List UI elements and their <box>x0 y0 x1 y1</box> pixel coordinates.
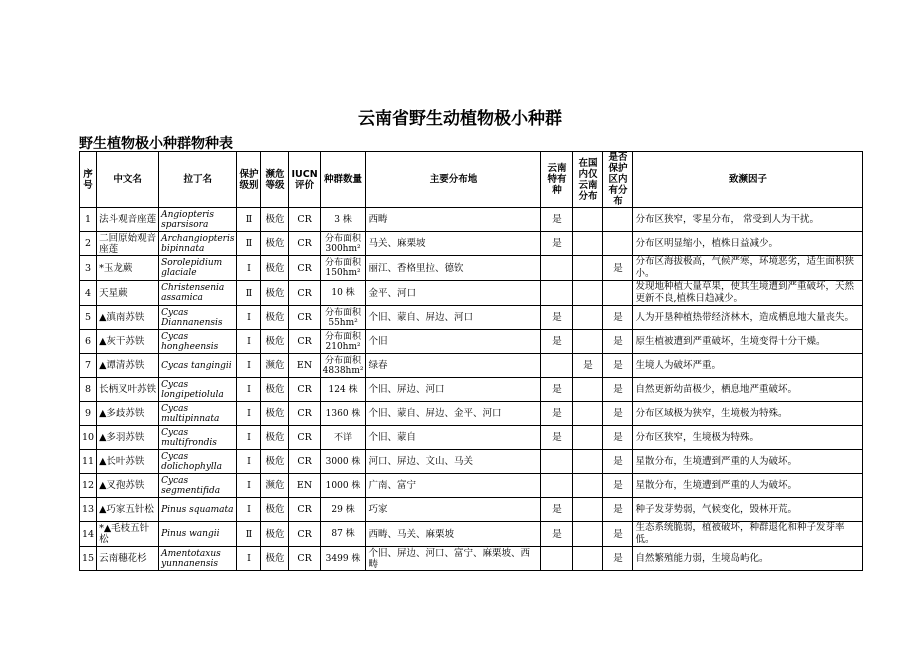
cell-no: 12 <box>80 474 97 498</box>
table-row <box>80 256 863 281</box>
cell-no: 11 <box>80 450 97 474</box>
cell-population: 分布面积 300hm² <box>320 232 366 256</box>
cell-endangered-level: 极危 <box>261 450 289 474</box>
cell-endangered-level: 极危 <box>261 547 289 571</box>
cell-reserve: 是 <box>603 402 633 426</box>
cell-distribution: 西畴 <box>366 208 541 232</box>
header-distribution: 主要分布地 <box>366 152 541 208</box>
cell-protection-level: Ⅰ <box>237 306 261 330</box>
cell-reserve: 是 <box>603 256 633 281</box>
cell-no: 14 <box>80 522 97 547</box>
cell-endangered-level: 极危 <box>261 256 289 281</box>
cell-cn-name: *玉龙蕨 <box>97 256 159 281</box>
cell-cn-name: 二回原始观音座莲 <box>97 232 159 256</box>
table-row <box>80 474 863 498</box>
cell-iucn: CR <box>289 208 320 232</box>
header-only-yunnan: 在国内仅云南分布 <box>573 152 603 208</box>
cell-protection-level: Ⅰ <box>237 474 261 498</box>
cell-cause: 生境人为破坏严重。 <box>633 354 863 378</box>
cell-cause: 分布区域极为狭窄，生境极为特殊。 <box>633 402 863 426</box>
cell-endangered-level: 极危 <box>261 426 289 450</box>
table-title: 野生植物极小种群物种表 <box>79 136 233 152</box>
cell-cn-name: 长柄叉叶苏铁 <box>97 378 159 402</box>
cell-distribution: 个旧、屏边、河口 <box>366 378 541 402</box>
cell-protection-level: Ⅰ <box>237 330 261 354</box>
cell-only-yunnan <box>573 426 603 450</box>
cell-only-yunnan <box>573 547 603 571</box>
header-endemic: 云南特有种 <box>541 152 573 208</box>
cell-reserve: 是 <box>603 354 633 378</box>
cell-protection-level: Ⅰ <box>237 547 261 571</box>
cell-latin-name: Sorolepidium glaciale <box>159 256 237 281</box>
cell-iucn: CR <box>289 547 320 571</box>
cell-protection-level: Ⅰ <box>237 426 261 450</box>
cell-endemic <box>541 547 573 571</box>
cell-distribution: 个旧、蒙自、屏边、金平、河口 <box>366 402 541 426</box>
cell-latin-name: Pinus wangii <box>159 522 237 547</box>
cell-reserve: 是 <box>603 306 633 330</box>
cell-population: 3499 株 <box>320 547 366 571</box>
cell-protection-level: Ⅱ <box>237 232 261 256</box>
cell-cause: 自然更新幼苗极少，栖息地严重破坏。 <box>633 378 863 402</box>
cell-reserve: 是 <box>603 426 633 450</box>
cell-distribution: 西畴、马关、麻栗坡 <box>366 522 541 547</box>
cell-distribution: 广南、富宁 <box>366 474 541 498</box>
cell-latin-name: Cycas multifrondis <box>159 426 237 450</box>
cell-only-yunnan <box>573 256 603 281</box>
cell-endemic: 是 <box>541 498 573 522</box>
cell-population: 分布面积 55hm² <box>320 306 366 330</box>
cell-distribution: 河口、屏边、文山、马关 <box>366 450 541 474</box>
cell-population: 1360 株 <box>320 402 366 426</box>
cell-cn-name: *▲毛枝五针松 <box>97 522 159 547</box>
cell-only-yunnan <box>573 232 603 256</box>
species-table <box>79 151 863 571</box>
header-row <box>80 152 863 208</box>
cell-distribution: 马关、麻栗坡 <box>366 232 541 256</box>
cell-no: 13 <box>80 498 97 522</box>
table-row <box>80 306 863 330</box>
cell-distribution: 个旧、屏边、河口、富宁、麻栗坡、西畴 <box>366 547 541 571</box>
cell-distribution: 绿春 <box>366 354 541 378</box>
cell-latin-name: Angiopteris sparsisora <box>159 208 237 232</box>
header-no: 序号 <box>80 152 97 208</box>
cell-population: 10 株 <box>320 281 366 306</box>
cell-latin-name: Amentotaxus yunnanensis <box>159 547 237 571</box>
cell-cn-name: ▲多歧苏铁 <box>97 402 159 426</box>
cell-endemic: 是 <box>541 232 573 256</box>
cell-endemic <box>541 354 573 378</box>
cell-endemic: 是 <box>541 378 573 402</box>
page-title: 云南省野生动植物极小种群 <box>358 109 562 129</box>
header-protection-level: 保护级别 <box>237 152 261 208</box>
cell-endangered-level: 极危 <box>261 208 289 232</box>
cell-population: 分布面积 4838hm² <box>320 354 366 378</box>
cell-endemic: 是 <box>541 306 573 330</box>
table-row <box>80 547 863 571</box>
cell-endemic <box>541 281 573 306</box>
cell-iucn: EN <box>289 354 320 378</box>
cell-reserve: 是 <box>603 378 633 402</box>
cell-only-yunnan <box>573 498 603 522</box>
header-reserve: 是否保护区内有分布 <box>603 152 633 208</box>
cell-cause: 生态系统脆弱，植被破坏，种群退化和种子发芽率低。 <box>633 522 863 547</box>
cell-population: 29 株 <box>320 498 366 522</box>
cell-protection-level: Ⅰ <box>237 354 261 378</box>
cell-iucn: CR <box>289 281 320 306</box>
cell-endemic: 是 <box>541 402 573 426</box>
cell-population: 分布面积 150hm² <box>320 256 366 281</box>
cell-only-yunnan <box>573 474 603 498</box>
header-latin-name: 拉丁名 <box>159 152 237 208</box>
cell-latin-name: Cycas longipetiolula <box>159 378 237 402</box>
cell-iucn: CR <box>289 498 320 522</box>
cell-latin-name: Cycas dolichophylla <box>159 450 237 474</box>
cell-only-yunnan <box>573 522 603 547</box>
cell-no: 1 <box>80 208 97 232</box>
cell-cause: 人为开垦种植热带经济林木，造成栖息地大量丧失。 <box>633 306 863 330</box>
cell-cn-name: ▲叉孢苏铁 <box>97 474 159 498</box>
cell-only-yunnan <box>573 281 603 306</box>
header-cn-name: 中文名 <box>97 152 159 208</box>
cell-protection-level: Ⅱ <box>237 281 261 306</box>
cell-reserve: 是 <box>603 450 633 474</box>
cell-iucn: CR <box>289 378 320 402</box>
cell-cause: 发现地种植大量草果，使其生境遭到严重破坏，天然更新不良,植株日趋减少。 <box>633 281 863 306</box>
cell-distribution: 个旧、蒙自 <box>366 426 541 450</box>
cell-iucn: CR <box>289 232 320 256</box>
cell-no: 5 <box>80 306 97 330</box>
table-row <box>80 281 863 306</box>
table-row <box>80 378 863 402</box>
cell-no: 8 <box>80 378 97 402</box>
cell-protection-level: Ⅰ <box>237 498 261 522</box>
cell-reserve <box>603 232 633 256</box>
table-row <box>80 330 863 354</box>
cell-endangered-level: 濒危 <box>261 474 289 498</box>
cell-population: 1000 株 <box>320 474 366 498</box>
cell-cn-name: ▲多羽苏铁 <box>97 426 159 450</box>
header-iucn: IUCN评价 <box>289 152 320 208</box>
header-population: 种群数量 <box>320 152 366 208</box>
cell-endemic: 是 <box>541 330 573 354</box>
table-row <box>80 522 863 547</box>
cell-population: 87 株 <box>320 522 366 547</box>
cell-population: 124 株 <box>320 378 366 402</box>
cell-cn-name: ▲谭清苏铁 <box>97 354 159 378</box>
cell-no: 2 <box>80 232 97 256</box>
cell-iucn: EN <box>289 474 320 498</box>
cell-cn-name: ▲长叶苏铁 <box>97 450 159 474</box>
cell-reserve <box>603 281 633 306</box>
cell-reserve: 是 <box>603 522 633 547</box>
cell-no: 10 <box>80 426 97 450</box>
cell-cause: 分布区狭窄，零星分布， 常受到人为干扰。 <box>633 208 863 232</box>
cell-cause: 分布区狭窄，生境极为特殊。 <box>633 426 863 450</box>
cell-only-yunnan <box>573 450 603 474</box>
cell-distribution: 巧家 <box>366 498 541 522</box>
cell-endemic: 是 <box>541 522 573 547</box>
cell-only-yunnan: 是 <box>573 354 603 378</box>
cell-latin-name: Cycas segmentifida <box>159 474 237 498</box>
cell-endemic <box>541 474 573 498</box>
cell-latin-name: Cycas Diannanensis <box>159 306 237 330</box>
cell-cause: 原生植被遭到严重破坏，生境变得十分干燥。 <box>633 330 863 354</box>
cell-latin-name: Archangiopteris bipinnata <box>159 232 237 256</box>
cell-latin-name: Christensenia assamica <box>159 281 237 306</box>
cell-distribution: 丽江、香格里拉、德钦 <box>366 256 541 281</box>
cell-endangered-level: 极危 <box>261 232 289 256</box>
table-row <box>80 498 863 522</box>
cell-population: 分布面积 210hm² <box>320 330 366 354</box>
cell-reserve: 是 <box>603 330 633 354</box>
cell-distribution: 个旧 <box>366 330 541 354</box>
cell-cn-name: 天星蕨 <box>97 281 159 306</box>
cell-protection-level: Ⅰ <box>237 402 261 426</box>
cell-cn-name: 云南穗花杉 <box>97 547 159 571</box>
cell-only-yunnan <box>573 330 603 354</box>
cell-no: 6 <box>80 330 97 354</box>
cell-endangered-level: 极危 <box>261 402 289 426</box>
cell-endemic <box>541 450 573 474</box>
cell-endangered-level: 极危 <box>261 330 289 354</box>
cell-population: 3 株 <box>320 208 366 232</box>
table-row <box>80 450 863 474</box>
cell-only-yunnan <box>573 306 603 330</box>
table-row <box>80 354 863 378</box>
cell-cn-name: ▲巧家五针松 <box>97 498 159 522</box>
cell-reserve: 是 <box>603 474 633 498</box>
cell-latin-name: Pinus squamata <box>159 498 237 522</box>
cell-distribution: 个旧、蒙自、屏边、河口 <box>366 306 541 330</box>
cell-protection-level: Ⅱ <box>237 208 261 232</box>
header-cause: 致濒因子 <box>633 152 863 208</box>
cell-no: 7 <box>80 354 97 378</box>
cell-cause: 自然繁殖能力弱，生境岛屿化。 <box>633 547 863 571</box>
cell-iucn: CR <box>289 402 320 426</box>
cell-iucn: CR <box>289 522 320 547</box>
cell-endemic: 是 <box>541 426 573 450</box>
cell-only-yunnan <box>573 378 603 402</box>
cell-reserve: 是 <box>603 547 633 571</box>
cell-population: 3000 株 <box>320 450 366 474</box>
cell-protection-level: Ⅰ <box>237 378 261 402</box>
table-row <box>80 208 863 232</box>
cell-cn-name: ▲滇南苏铁 <box>97 306 159 330</box>
cell-cause: 分布区明显缩小，植株日益减少。 <box>633 232 863 256</box>
table-row <box>80 232 863 256</box>
cell-latin-name: Cycas hongheensis <box>159 330 237 354</box>
cell-reserve <box>603 208 633 232</box>
cell-cn-name: ▲灰干苏铁 <box>97 330 159 354</box>
table-row <box>80 402 863 426</box>
cell-endangered-level: 濒危 <box>261 354 289 378</box>
cell-no: 4 <box>80 281 97 306</box>
cell-protection-level: Ⅰ <box>237 450 261 474</box>
table-row <box>80 426 863 450</box>
cell-cn-name: 法斗观音座莲 <box>97 208 159 232</box>
cell-protection-level: Ⅰ <box>237 256 261 281</box>
cell-latin-name: Cycas multipinnata <box>159 402 237 426</box>
cell-endangered-level: 极危 <box>261 522 289 547</box>
cell-iucn: CR <box>289 306 320 330</box>
cell-no: 3 <box>80 256 97 281</box>
cell-no: 15 <box>80 547 97 571</box>
cell-iucn: CR <box>289 330 320 354</box>
cell-iucn: CR <box>289 256 320 281</box>
cell-only-yunnan <box>573 208 603 232</box>
cell-endangered-level: 极危 <box>261 306 289 330</box>
cell-endangered-level: 极危 <box>261 378 289 402</box>
cell-only-yunnan <box>573 402 603 426</box>
cell-cause: 星散分布，生境遭到严重的人为破坏。 <box>633 450 863 474</box>
cell-cause: 分布区海拔极高，气候严寒，环境恶劣，适生面积狭小。 <box>633 256 863 281</box>
cell-distribution: 金平、河口 <box>366 281 541 306</box>
cell-cause: 星散分布，生境遭到严重的人为破坏。 <box>633 474 863 498</box>
cell-endemic <box>541 256 573 281</box>
cell-population: 不详 <box>320 426 366 450</box>
cell-protection-level: Ⅱ <box>237 522 261 547</box>
cell-latin-name: Cycas tangingii <box>159 354 237 378</box>
cell-cause: 种子发芽势弱，气候变化，毁林开荒。 <box>633 498 863 522</box>
cell-no: 9 <box>80 402 97 426</box>
cell-iucn: CR <box>289 450 320 474</box>
cell-reserve: 是 <box>603 498 633 522</box>
cell-endangered-level: 极危 <box>261 281 289 306</box>
cell-endangered-level: 极危 <box>261 498 289 522</box>
cell-iucn: CR <box>289 426 320 450</box>
header-endangered-level: 濒危等级 <box>261 152 289 208</box>
cell-endemic: 是 <box>541 208 573 232</box>
